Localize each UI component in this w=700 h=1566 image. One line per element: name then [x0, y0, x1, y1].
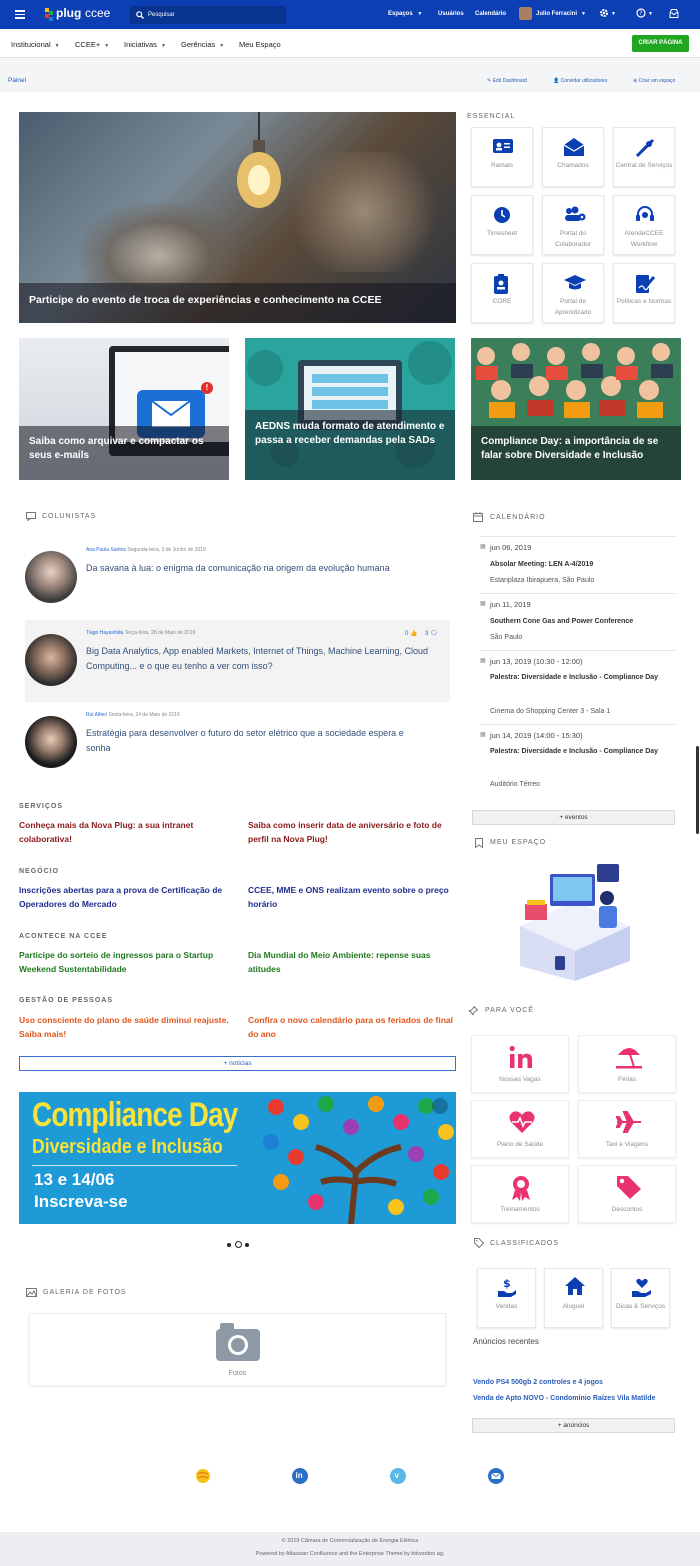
more-events-button[interactable]: + eventos [472, 810, 675, 825]
tag-outline-icon [474, 1238, 484, 1248]
menu-ccee-plus[interactable] [75, 40, 109, 49]
heartbeat-icon [509, 1110, 535, 1134]
comment-icon [26, 512, 36, 521]
plane-icon [616, 1110, 642, 1134]
search-placeholder: Pesquisar [148, 12, 175, 18]
recent-ad-link[interactable]: Vendo PS4 500gb 2 controles e 4 jogos [473, 1379, 603, 1386]
hero-card-caption: Saiba como arquivar e compactar os seus e-mails [19, 426, 229, 480]
camera-icon [216, 1323, 260, 1361]
comments-value: 3 [425, 631, 429, 637]
tag-icon [616, 1175, 642, 1199]
file-signature-icon [635, 274, 655, 294]
search-icon [136, 11, 144, 19]
page-toolbar [0, 72, 700, 92]
avatar [519, 7, 532, 20]
invite-users-link[interactable] [553, 78, 607, 84]
tile-label: Dicas & Serviços [615, 1303, 666, 1310]
pin-icon [468, 1006, 478, 1016]
galeria-title: GALERIA DE FOTOS [43, 1289, 127, 1296]
avatar [25, 634, 77, 686]
news-item[interactable]: Saiba como inserir data de aniversário e foto de perfil na Nova Plug! [248, 820, 442, 844]
likes-value: 0 [405, 631, 409, 637]
menu-icon[interactable] [15, 10, 25, 19]
column-date: Terça-feira, 28 de Maio de 2019 [124, 630, 196, 636]
beach-umbrella-icon [616, 1045, 642, 1069]
calendar-event[interactable] [480, 650, 676, 724]
para-voce-label: Taxi e Viagens [605, 1141, 649, 1148]
hero-main-caption: Participe do evento de troca de experiências e conhecimento na CCEE [19, 283, 456, 323]
bookmark-icon [475, 838, 483, 848]
event-name[interactable]: Palestra: Diversidade e Inclusão - Compliance Day [490, 674, 659, 681]
home-icon [565, 1277, 585, 1295]
banner-line1: Compliance Day [32, 1096, 238, 1134]
classificados-vendas[interactable] [477, 1268, 536, 1328]
clock-icon [493, 206, 511, 224]
more-news-button[interactable]: + notícias [19, 1056, 456, 1071]
recent-ad-link[interactable]: Venda de Apto NOVO - Condomínio Raízes Vila Matilde [473, 1395, 656, 1402]
graduation-cap-icon [564, 274, 586, 292]
menu-iniciativas[interactable] [124, 40, 166, 49]
footer [0, 1532, 700, 1566]
carousel-dot[interactable] [227, 1243, 231, 1247]
gallery-card[interactable] [29, 1313, 446, 1386]
banner-divider [32, 1165, 237, 1166]
tile-label: Vendas [495, 1303, 518, 1310]
tile-label: CORE [492, 298, 512, 305]
carousel-dot-active[interactable] [235, 1241, 242, 1248]
linkedin-icon[interactable]: in [292, 1468, 308, 1484]
avatar [25, 551, 77, 603]
envelope-open-icon [564, 138, 584, 156]
column-date: Sexta-feira, 24 de Maio de 2019 [108, 712, 180, 718]
calendar-icon: ▦ [480, 732, 486, 738]
notification-badge: ! [201, 382, 213, 394]
event-place: Estanplaza Ibirapuera, São Paulo [490, 577, 595, 584]
hero-blur-figures [79, 202, 239, 292]
create-space-label: Criar um espaço [638, 78, 676, 84]
tile-label: Chamados [557, 162, 589, 169]
event-place: Auditório Térreo [490, 781, 541, 788]
news-item[interactable]: Inscrições abertas para a prova de Certificação de Operadores do Mercado [19, 885, 223, 909]
users-cog-icon [564, 206, 586, 222]
tile-atendeccee[interactable] [613, 195, 675, 255]
event-date: jun 11, 2019 [490, 600, 531, 609]
avatar [25, 716, 77, 768]
event-name[interactable]: Palestra: Diversidade e Inclusão - Compliance Day [490, 748, 659, 755]
para-voce-label: Treinamentos [500, 1206, 540, 1213]
para-voce-label: Férias [617, 1076, 637, 1083]
svg-text:$: $ [503, 1277, 511, 1290]
hand-heart-icon [632, 1277, 652, 1297]
banner-line4: Inscreva-se [34, 1192, 128, 1211]
menu-gerencias-label: Gerências [181, 40, 216, 49]
column-author[interactable]: Ana Paula Santos [86, 547, 127, 553]
logo-mark-icon [45, 8, 54, 21]
tools-icon [635, 138, 655, 158]
user-icon: 👤 [553, 78, 560, 84]
gallery-label: Fotos [228, 1370, 247, 1377]
news-item[interactable]: Conheça mais da Nova Plug: a sua intranet colaborativa! [19, 820, 194, 844]
email-icon[interactable] [488, 1468, 504, 1484]
essencial-title: ESSENCIAL [467, 113, 516, 120]
meu-espaco-title: MEU ESPAÇO [490, 839, 547, 846]
hero-card-caption: AEDNS muda formato de atendimento e passa a receber demandas pela SADs [245, 410, 455, 480]
linkedin-icon [509, 1045, 533, 1069]
calendar-event[interactable] [480, 724, 676, 798]
tile-core[interactable] [471, 263, 533, 323]
menu-iniciativas-label: Iniciativas [124, 40, 157, 49]
calendar-icon [473, 512, 483, 522]
tile-label: Políticas e Normas [616, 298, 672, 305]
classificados-title: CLASSIFICADOS [490, 1240, 560, 1247]
search-box[interactable] [130, 6, 286, 24]
logo-plug: plug [56, 6, 82, 20]
colunistas-title: COLUNISTAS [42, 513, 97, 520]
thumbs-up-icon: 👍 [410, 631, 418, 637]
news-item[interactable]: Confira o novo calendário para os feriados de final do ano [248, 1015, 453, 1039]
event-place: São Paulo [490, 634, 523, 641]
footer-powered[interactable]: Powered by Atlassian Confluence and the Enterprise Theme by bitvoodoo ag. [255, 1551, 445, 1557]
tile-label: Timesheet [486, 230, 518, 237]
calendar-icon: ▦ [480, 658, 486, 664]
edit-dashboard-link[interactable] [487, 78, 527, 84]
like-count[interactable] [405, 630, 418, 637]
column-date: Segunda-feira, 3 de Junho de 2019 [127, 547, 206, 553]
column-meta [86, 630, 195, 636]
column-title[interactable]: Big Data Analytics, App enabled Markets, Internet of Things, Machine Learning, Cloud Computing... e o que eu tenho a ver com isso? [86, 646, 429, 671]
news-section-title: NEGÓCIO [19, 868, 60, 875]
para-voce-descontos[interactable] [578, 1165, 676, 1223]
award-icon [509, 1175, 533, 1201]
comment-icon: 🗨 [430, 631, 438, 637]
create-space-link[interactable] [633, 78, 675, 84]
event-name[interactable]: Absolar Meeting: LEN A-4/2019 [490, 561, 594, 568]
help-icon[interactable]: ? ▼ [636, 8, 656, 20]
tile-politicas-normas[interactable] [613, 263, 675, 323]
image-icon [26, 1288, 37, 1297]
hero-card-email[interactable] [19, 338, 229, 480]
carousel-dot[interactable] [245, 1243, 249, 1247]
tile-label: Portal do Colaborador [555, 230, 591, 248]
pause-button[interactable] [432, 1098, 448, 1114]
gear-icon[interactable]: ▼ [599, 8, 619, 20]
vimeo-icon[interactable]: v [390, 1468, 406, 1484]
breadcrumb-painel[interactable]: Painel [8, 77, 27, 84]
user-name: Julio Ferracini [536, 11, 578, 17]
headset-icon [635, 206, 655, 224]
compliance-banner[interactable] [19, 1092, 456, 1224]
hero-bokeh [279, 152, 449, 272]
nav-espacos-label: Espaços [388, 11, 413, 17]
space-icon: ⊕ [633, 78, 638, 84]
chevron-down-icon: ▼ [54, 43, 60, 49]
light-bulb-icon [229, 112, 289, 222]
menu-gerencias[interactable] [181, 40, 224, 49]
nav-usuarios[interactable]: Usuários [438, 11, 464, 17]
para-voce-title: PARA VOCÊ [485, 1007, 534, 1014]
top-navigation [0, 0, 700, 29]
event-date: jun 14, 2019 (14:00 - 15:30) [490, 731, 583, 740]
chevron-down-icon: ▼ [417, 11, 423, 17]
news-section-title: GESTÃO DE PESSOAS [19, 997, 114, 1004]
edit-dashboard-label: Edit Dashboard [492, 78, 528, 84]
tile-label: AtendeCCEE Workflow [624, 230, 664, 248]
recent-ads-title: Anúncios recentes [473, 1337, 539, 1346]
tile-portal-colaborador[interactable] [542, 195, 604, 255]
ccee-logo-icon[interactable] [195, 1468, 211, 1484]
column-item[interactable] [25, 706, 450, 762]
user-menu[interactable] [519, 7, 589, 22]
news-item[interactable]: CCEE, MME e ONS realizam evento sobre o preço horário [248, 885, 449, 909]
svg-text:?: ? [639, 10, 643, 18]
calendar-icon: ▦ [480, 544, 486, 550]
event-name[interactable]: Southern Cone Gas and Power Conference [490, 618, 634, 625]
column-title[interactable]: Da savana à lua: o enigma da comunicação na origem da evolução humana [86, 563, 390, 573]
para-voce-label: Nossas Vagas [499, 1076, 541, 1083]
pencil-icon: ✎ [487, 78, 492, 84]
chevron-down-icon: ▼ [581, 11, 586, 17]
tile-label: Ramais [490, 162, 514, 169]
news-section-title: ACONTECE NA CCEE [19, 933, 108, 940]
tile-timesheet[interactable] [471, 195, 533, 255]
para-voce-label: Descontos [611, 1206, 643, 1213]
tile-label: Central de Serviços [615, 162, 673, 169]
tile-chamados[interactable] [542, 127, 604, 187]
nav-calendario[interactable]: Calendário [475, 11, 507, 17]
news-item[interactable]: Dia Mundial do Meio Ambiente: repense suas atitudes [248, 950, 431, 974]
secondary-navigation [0, 29, 700, 58]
badge-icon [493, 274, 509, 294]
column-author[interactable]: Rui Altieri [86, 712, 108, 718]
column-author[interactable]: Tiago Hayashida [86, 630, 124, 636]
calendar-event[interactable] [480, 593, 676, 650]
hero-card-caption: Compliance Day: a importância de se falar sobre Diversidade e Inclusão [471, 426, 681, 480]
hero-main-banner[interactable] [19, 112, 456, 323]
classificados-dicas[interactable] [611, 1268, 670, 1328]
tile-central-servicos[interactable] [613, 127, 675, 187]
para-voce-label: Plano de Saúde [496, 1141, 544, 1148]
logo-ccee: ccee [85, 6, 111, 20]
menu-meu-espaco[interactable]: Meu Espaço [239, 40, 281, 49]
tile-ramais[interactable] [471, 127, 533, 187]
chevron-down-icon: ▼ [160, 43, 166, 49]
calendar-icon: ▦ [480, 601, 486, 607]
menu-institucional[interactable] [11, 40, 60, 49]
para-voce-ferias[interactable] [578, 1035, 676, 1093]
tile-label: Aluguel [562, 1303, 585, 1310]
column-title[interactable]: Estratégia para desenvolver o futuro do setor elétrico que a sociedade espera e sonha [86, 728, 404, 753]
create-page-button[interactable]: CRIAR PÁGINA [632, 35, 689, 52]
id-card-icon [493, 138, 513, 154]
news-section-title: SERVIÇOS [19, 803, 64, 810]
inbox-icon[interactable] [669, 9, 679, 20]
tile-label: Portal de Aprendizado [554, 298, 592, 316]
calendario-title: CALENDÁRIO [490, 514, 546, 521]
column-meta [86, 712, 180, 718]
hero-card-compliance[interactable] [471, 338, 681, 480]
hand-dollar-icon [498, 1277, 516, 1297]
event-place: Cinema do Shopping Center 3 - Sala 1 [490, 708, 611, 715]
scrollbar[interactable] [696, 746, 699, 834]
calendar-event[interactable] [480, 536, 676, 593]
workspace-illustration [515, 856, 635, 981]
para-voce-treinamentos[interactable] [471, 1165, 569, 1223]
tile-portal-aprendizado[interactable] [542, 263, 604, 323]
menu-institucional-label: Institucional [11, 40, 51, 49]
event-date: jun 13, 2019 (10:30 - 12:00) [490, 657, 583, 666]
column-item[interactable] [25, 624, 450, 680]
comment-count[interactable] [425, 630, 438, 637]
chevron-down-icon: ▼ [104, 43, 110, 49]
carousel-dots [226, 1241, 252, 1249]
banner-line2: Diversidade e Inclusão [32, 1136, 223, 1158]
banner-line3: 13 e 14/06 [34, 1170, 115, 1189]
para-voce-vagas[interactable] [471, 1035, 569, 1093]
para-voce-saude[interactable] [471, 1100, 569, 1158]
menu-ccee-plus-label: CCEE+ [75, 40, 101, 49]
event-date: jun 06, 2019 [490, 543, 532, 552]
footer-copyright: © 2019 Câmara de Comercialização de Energia Elétrica [281, 1538, 419, 1544]
news-item[interactable]: Uso consciente do plano de saúde diminui reajuste. Saiba mais! [19, 1015, 229, 1039]
classificados-aluguel[interactable] [544, 1268, 603, 1328]
column-item[interactable] [25, 541, 450, 597]
news-item[interactable]: Participe do sorteio de ingressos para o Startup Weekend Sustentabilidade [19, 950, 214, 974]
more-ads-button[interactable]: + anúncios [472, 1418, 675, 1433]
column-meta [86, 547, 206, 553]
hands-tree-illustration [256, 1092, 456, 1224]
chevron-down-icon: ▼ [219, 43, 225, 49]
nav-espacos[interactable] [388, 11, 422, 17]
invite-users-label: Convidar utilizadores [560, 78, 608, 84]
para-voce-viagens[interactable] [578, 1100, 676, 1158]
hero-card-aedns[interactable] [245, 338, 455, 480]
